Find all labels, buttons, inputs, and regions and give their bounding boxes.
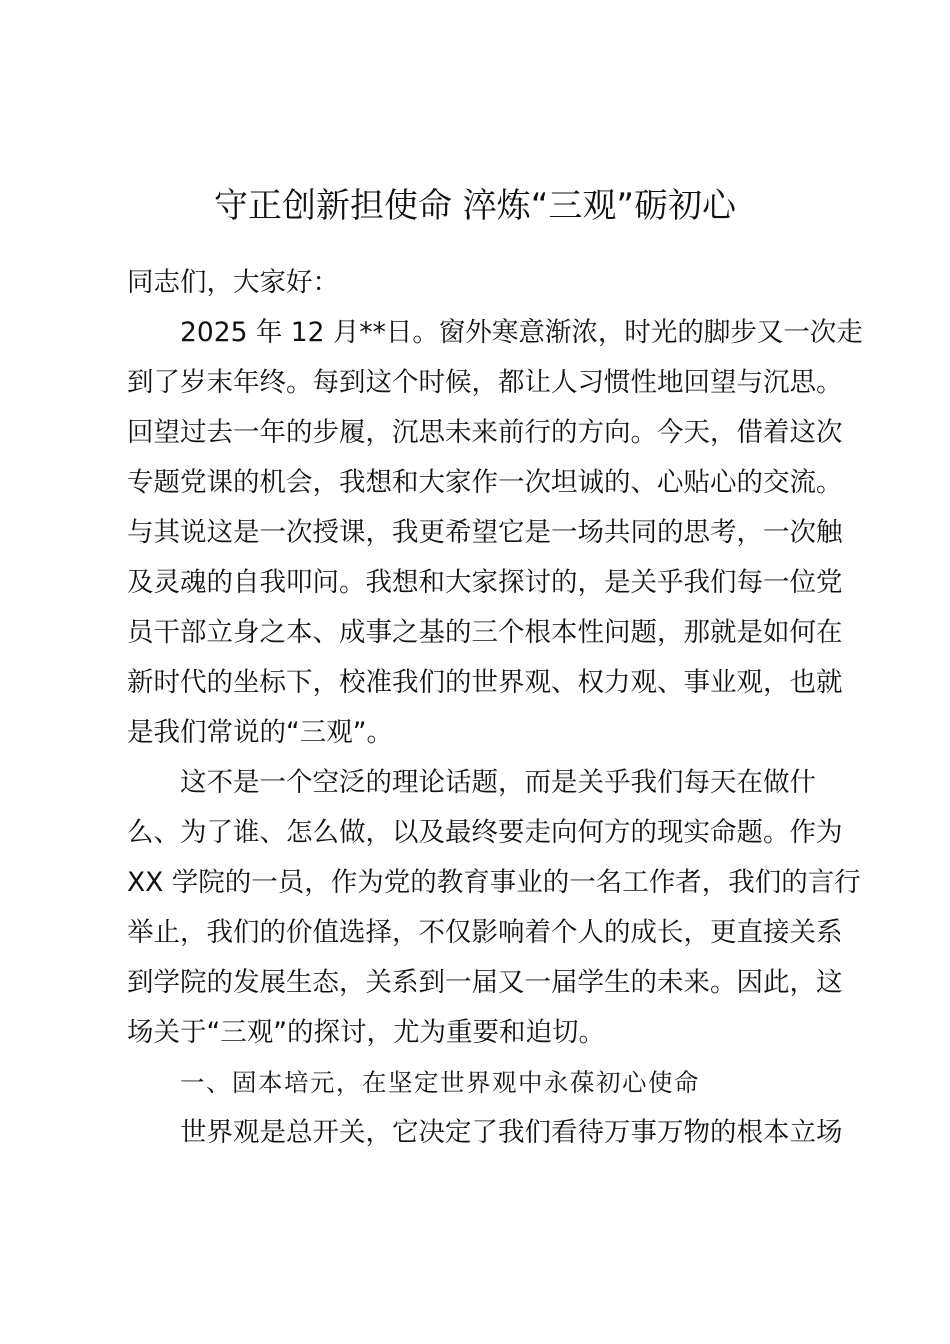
text-line: 专题党课的机会，我想和大家作一次坦诚的、心贴心的交流。 [127, 467, 843, 498]
text-line: 与其说这是一次授课，我更希望它是一场共同的思考，一次触 [127, 517, 843, 548]
paragraph-intro [127, 308, 863, 758]
text-line: XX 学院的一员，作为党的教育事业的一名工作者，我们的言行 [127, 867, 861, 898]
text-line: 新时代的坐标下，校准我们的世界观、权力观、事业观，也就 [127, 667, 843, 698]
text-line: 回望过去一年的步履，沉思未来前行的方向。今天，借着这次 [127, 417, 843, 448]
text-line: 到学院的发展生态，关系到一届又一届学生的未来。因此，这 [127, 967, 843, 998]
text-line: 么、为了谁、怎么做，以及最终要走向何方的现实命题。作为 [127, 817, 843, 848]
text-line: 世界观是总开关，它决定了我们看待万事万物的根本立场 [180, 1117, 843, 1148]
text-line: 2025 年 12 月**日。窗外寒意渐浓，时光的脚步又一次走 [180, 317, 863, 348]
paragraph-worldview [127, 1108, 843, 1158]
section-heading: 一、固本培元，在坚定世界观中永葆初心使命 [180, 1068, 700, 1097]
text-line: 场关于“三观”的探讨，尤为重要和迫切。 [127, 1017, 605, 1048]
text-line: 到了岁末年终。每到这个时候，都让人习惯性地回望与沉思。 [127, 367, 843, 398]
text-line: 是我们常说的“三观”。 [127, 717, 393, 748]
document-body [127, 258, 863, 1158]
text-line: 员干部立身之本、成事之基的三个根本性问题，那就是如何在 [127, 617, 843, 648]
text-line: 及灵魂的自我叩问。我想和大家探讨的，是关乎我们每一位党 [127, 567, 843, 598]
greeting: 同志们，大家好： [127, 267, 339, 298]
text-line: 举止，我们的价值选择，不仅影响着个人的成长，更直接关系 [127, 917, 843, 948]
document-title: 守正创新担使命 淬炼“三观”砺初心 [213, 186, 737, 226]
text-line: 这不是一个空泛的理论话题，而是关乎我们每天在做什 [180, 767, 816, 798]
paragraph-context [127, 758, 861, 1058]
